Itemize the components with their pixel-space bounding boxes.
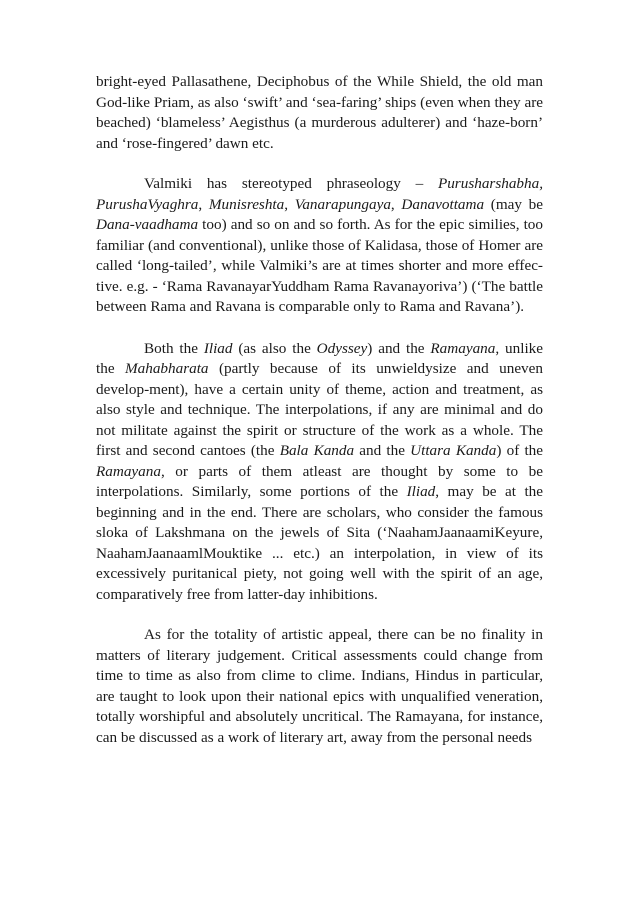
italic-text: Vanarapungaya bbox=[294, 195, 391, 213]
text-run: bright-eyed Pallasathene, Deciphobus of the While Shield, the old man God-like Priam, as also ‘swift’ and ‘sea-faring’ ships (even when they are beached) ‘blameless’ Aegisthus (a murderous adulterer) and ‘haze-born’ and ‘rose-fingered’ dawn etc. bbox=[96, 73, 543, 152]
italic-text: Ramayana bbox=[430, 339, 496, 357]
italic-text: Iliad bbox=[203, 339, 233, 357]
italic-text: Munisreshta bbox=[208, 195, 285, 213]
text-run: , bbox=[284, 195, 295, 213]
paragraph bbox=[96, 625, 543, 748]
text-run: (may be bbox=[484, 195, 544, 213]
document-page bbox=[96, 72, 543, 748]
italic-text: Bala Kanda bbox=[279, 442, 355, 459]
italic-text: Ramayana bbox=[96, 462, 161, 480]
italic-text: Iliad bbox=[406, 483, 436, 500]
text-run: too) and so on and so forth. As for the epic similies, too familiar (and conventional), unlike those of Kalidasa, those of Homer are called ‘long-tailed’, while Valmiki’s are at times shorter and more effec-tive. e.g. - ‘Rama RavanayarYuddham Rama Ravanayoriva’) (‘The battle between Rama and Ravana is comparable only to Rama and Ravana’). bbox=[96, 216, 543, 315]
text-run: Valmiki has stereotyped phraseology – bbox=[144, 175, 438, 192]
italic-text: Odyssey bbox=[316, 339, 368, 357]
text-run: Both the bbox=[144, 339, 204, 357]
text-run: (partly because of its unwieldysize and uneven develop-ment), have a certain unity of theme, action and treatment, as also style and technique. The interpolations, if any are minimal and do not militate against the spirit or structure of the work as a whole. The first and second cantoes (the bbox=[96, 360, 543, 459]
paragraph-spacer bbox=[96, 605, 543, 625]
paragraph-spacer bbox=[96, 154, 543, 174]
italic-text: Danavottama bbox=[401, 195, 485, 213]
paragraph-spacer bbox=[96, 318, 543, 339]
text-run: As for the totality of artistic appeal, there can be no finality in matters of literary judgement. Critical assessments could change from time to time as also from clime to clime. Indians, Hindus in particular, are taught to look upon their national epics with unqualified veneration, totally worshipful and absolutely uncritical. The Ramayana, for instance, can be discussed as a work of literary art, away from the personal needs bbox=[96, 626, 543, 746]
paragraph bbox=[96, 72, 543, 154]
text-run: (as also the bbox=[232, 339, 317, 357]
text-run: , or parts of them atleast are thought by some to be interpolations. Similarly, some portions of the bbox=[96, 462, 543, 500]
italic-text: Mahabharata bbox=[124, 360, 209, 377]
italic-text: Dana-vaadhama bbox=[96, 216, 199, 233]
text-run: ) and the bbox=[367, 339, 431, 357]
text-run: , bbox=[198, 195, 209, 213]
text-run: ) of the bbox=[496, 442, 543, 459]
paragraph bbox=[96, 339, 543, 606]
text-run: and the bbox=[354, 442, 411, 459]
text-run: , unlike the bbox=[96, 339, 543, 377]
italic-text: Purusharshabha, PurushaVyaghra bbox=[96, 175, 543, 213]
text-run: , bbox=[390, 195, 402, 213]
text-run: , may be at the beginning and in the end. There are scholars, who consider the famous sloka of Lakshmana on the jewels of Sita (‘NaahamJaanaamiKeyure, NaahamJaanaamlMouktike ... etc.) an interpolation, in view of its excessively puritanical piety, not going well with the spirit of an age, comparatively free from latter-day inhibitions. bbox=[96, 483, 544, 603]
paragraph bbox=[96, 174, 543, 318]
italic-text: Uttara Kanda bbox=[410, 442, 497, 459]
